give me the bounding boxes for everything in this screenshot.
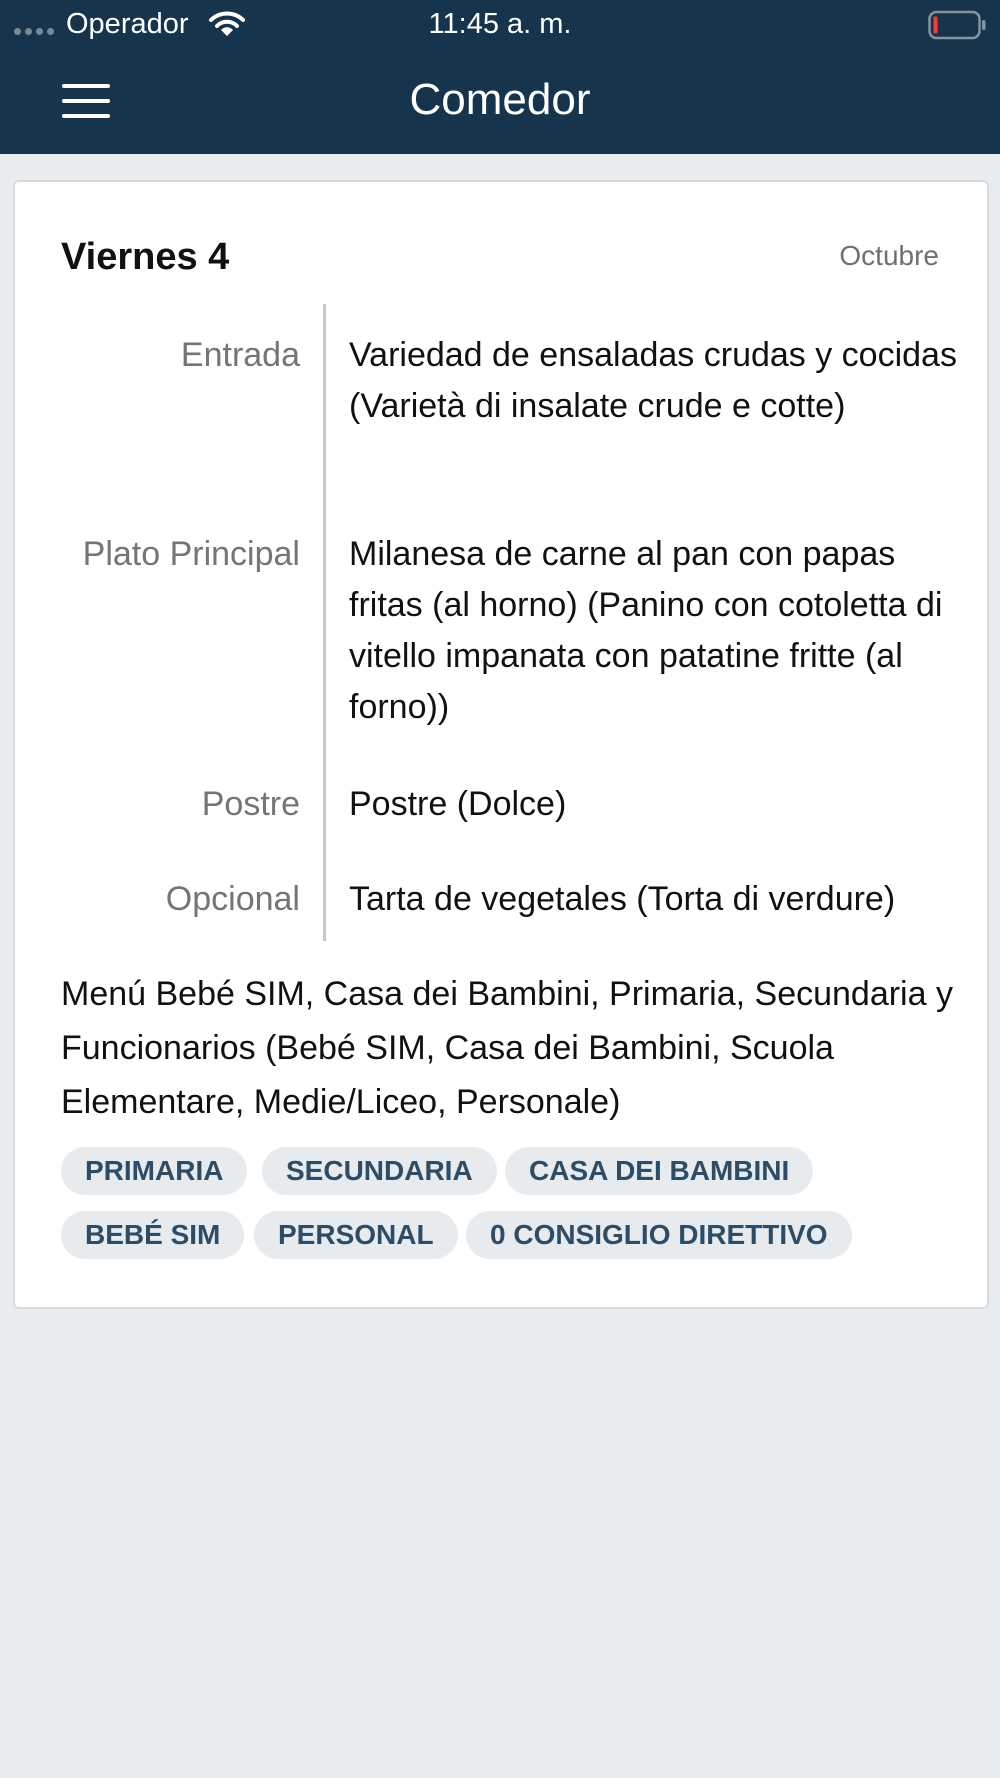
menu-row-value: Tarta de vegetales (Torta di verdure) xyxy=(349,880,896,918)
menu-description: Menú Bebé SIM, Casa dei Bambini, Primaria, Secundaria y Funcionarios (Bebé SIM, Casa dei Bambini, Scuola Elementare, Medie/Liceo, Personale) xyxy=(61,975,953,1121)
menu-row-value: Postre (Dolce) xyxy=(349,785,567,823)
day-title: Viernes 4 xyxy=(61,236,230,278)
menu-row-value: Variedad de ensaladas crudas y cocidas (Varietà di insalate crude e cotte) xyxy=(349,336,957,425)
status-bar xyxy=(0,0,1000,50)
battery-low-icon xyxy=(928,10,986,40)
month-label: Octubre xyxy=(839,240,939,271)
menu-card xyxy=(13,180,989,1309)
page-title: Comedor xyxy=(409,75,591,124)
tag-secundaria[interactable]: SECUNDARIA xyxy=(262,1147,497,1195)
menu-row-value: Milanesa de carne al pan con papas fritas (al horno) (Panino con cotoletta di vitello impanata con patatine fritte (al forno)) xyxy=(349,535,943,726)
clock: 11:45 a. m. xyxy=(428,8,572,40)
tag-casa-dei-bambini[interactable]: CASA DEI BAMBINI xyxy=(505,1147,813,1195)
tag-bebe-sim[interactable]: BEBÉ SIM xyxy=(61,1211,244,1259)
tag-primaria[interactable]: PRIMARIA xyxy=(61,1147,247,1195)
tag-personal[interactable]: PERSONAL xyxy=(254,1211,458,1259)
menu-row-label: Opcional xyxy=(165,880,300,918)
menu-row-label: Postre xyxy=(201,785,300,823)
carrier-name: Operador xyxy=(66,8,189,40)
tag-consiglio-direttivo[interactable]: 0 CONSIGLIO DIRETTIVO xyxy=(466,1211,852,1259)
app-header xyxy=(0,50,1000,154)
menu-row-label: Entrada xyxy=(180,336,300,374)
menu-row-label: Plato Principal xyxy=(82,535,300,573)
menu-divider xyxy=(323,304,326,941)
